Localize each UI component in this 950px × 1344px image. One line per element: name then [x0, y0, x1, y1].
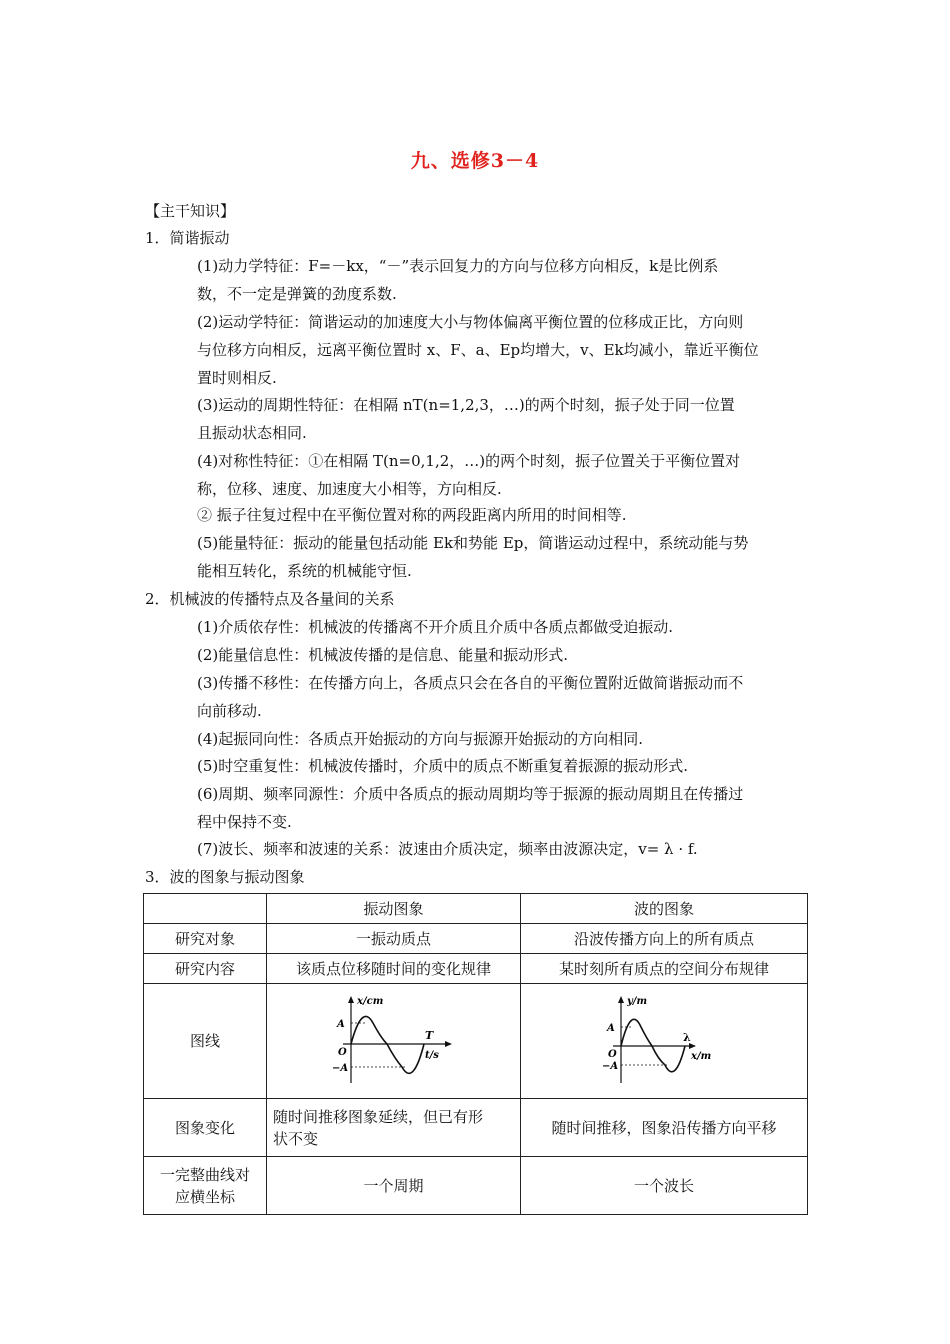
paragraph: (3)传播不移性：在传播方向上，各质点只会在各自的平衡位置附近做简谐振动而不 [197, 674, 744, 692]
table-cell: 一个波长 [521, 1157, 808, 1215]
table-row [144, 954, 808, 984]
comparison-table [143, 893, 808, 1215]
paragraph: (2)能量信息性：机械波传播的是信息、能量和振动形式. [197, 646, 569, 664]
row-label: 研究对象 [144, 924, 267, 954]
paragraph: 数，不一定是弹簧的劲度系数. [197, 285, 397, 303]
paragraph: (3)运动的周期性特征：在相隔 nT(n=1,2,3，…)的两个时刻，振子处于同一位置 [197, 396, 735, 414]
paragraph: (5)能量特征：振动的能量包括动能 Ek和势能 Ep，简谐运动过程中，系统动能与势 [197, 534, 749, 552]
table-cell: 某时刻所有质点的空间分布规律 [521, 954, 808, 984]
table-row [144, 984, 808, 1099]
table-row [144, 1157, 808, 1215]
table-row [144, 1099, 808, 1157]
graph-T: T [424, 1029, 433, 1042]
section-heading-1: 1．简谐振动 [145, 229, 230, 247]
graph-y-label: x/cm [356, 996, 383, 1007]
table-cell [521, 984, 808, 1099]
paragraph: ② 振子往复过程中在平衡位置对称的两段距离内所用的时间相等. [197, 506, 627, 524]
paragraph: (4)对称性特征：①在相隔 T(n=0,1,2，…)的两个时刻，振子位置关于平衡位置对 [197, 452, 741, 470]
table-cell: 该质点位移随时间的变化规律 [267, 954, 521, 984]
table-cell [267, 1099, 521, 1157]
cell-line: 随时间推移图象延续，但已有形 [273, 1107, 484, 1126]
paragraph: (5)时空重复性：机械波传播时，介质中的质点不断重复着振源的振动形式. [197, 757, 689, 775]
graph-negA: −A [331, 1063, 348, 1074]
table-header: 振动图象 [267, 894, 521, 924]
cell-line: 应横坐标 [174, 1187, 235, 1206]
graph-negA: −A [602, 1061, 619, 1072]
paragraph: (1)介质依存性：机械波的传播离不开介质且介质中各质点都做受迫振动. [197, 618, 674, 636]
table-header: 波的图象 [521, 894, 808, 924]
paragraph: 能相互转化，系统的机械能守恒. [197, 562, 412, 580]
table-cell [267, 984, 521, 1099]
graph-O: O [608, 1049, 617, 1060]
table-cell: 一个周期 [267, 1157, 521, 1215]
paragraph: 称，位移、速度、加速度大小相等，方向相反. [197, 480, 502, 498]
table-header-row [144, 894, 808, 924]
paragraph: 程中保持不变. [197, 813, 292, 831]
graph-A: A [336, 1019, 345, 1030]
row-label: 图线 [144, 984, 267, 1099]
graph-O: O [337, 1047, 347, 1058]
paragraph: (2)运动学特征：简谐运动的加速度大小与物体偏离平衡位置的位移成正比，方向则 [197, 313, 744, 331]
wave-graph [599, 991, 729, 1091]
row-label: 研究内容 [144, 954, 267, 984]
paragraph: (4)起振同向性：各质点开始振动的方向与振源开始振动的方向相同. [197, 730, 644, 748]
section-heading-3: 3．波的图象与振动图象 [145, 868, 305, 886]
table-cell: 随时间推移，图象沿传播方向平移 [521, 1099, 808, 1157]
table-row [144, 924, 808, 954]
paragraph: 与位移方向相反，远离平衡位置时 x、F、a、Ep均增大，v、Ek均减小，靠近平衡位 [197, 341, 759, 359]
graph-x-label: x/m [691, 1051, 712, 1062]
page-title: 九、选修3－4 [410, 150, 540, 172]
graph-A: A [607, 1023, 615, 1034]
paragraph: 向前移动. [197, 702, 262, 720]
cell-line: 一完整曲线对 [159, 1165, 250, 1184]
paragraph: (1)动力学特征：F=－kx，“－”表示回复力的方向与位移方向相反，k是比例系 [197, 257, 719, 275]
row-label: 图象变化 [144, 1099, 267, 1157]
graph-x-label: t/s [424, 1050, 439, 1061]
cell-line: 状不变 [273, 1129, 319, 1148]
paragraph: (6)周期、频率同源性：介质中各质点的振动周期均等于振源的振动周期且在传播过 [197, 785, 744, 803]
graph-lambda: λ [683, 1031, 691, 1044]
paragraph: (7)波长、频率和波速的关系：波速由介质决定，频率由波源决定，v= λ · f. [197, 840, 698, 858]
section-heading-2: 2．机械波的传播特点及各量间的关系 [145, 590, 395, 608]
graph-y-label: y/m [627, 996, 648, 1007]
paragraph: 且振动状态相同. [197, 424, 307, 442]
table-cell: 沿波传播方向上的所有质点 [521, 924, 808, 954]
vibration-graph [329, 991, 459, 1091]
row-label [144, 1157, 267, 1215]
table-cell [144, 894, 267, 924]
table-cell: 一振动质点 [267, 924, 521, 954]
section-header: 【主干知识】 [145, 202, 236, 220]
paragraph: 置时则相反. [197, 369, 277, 387]
